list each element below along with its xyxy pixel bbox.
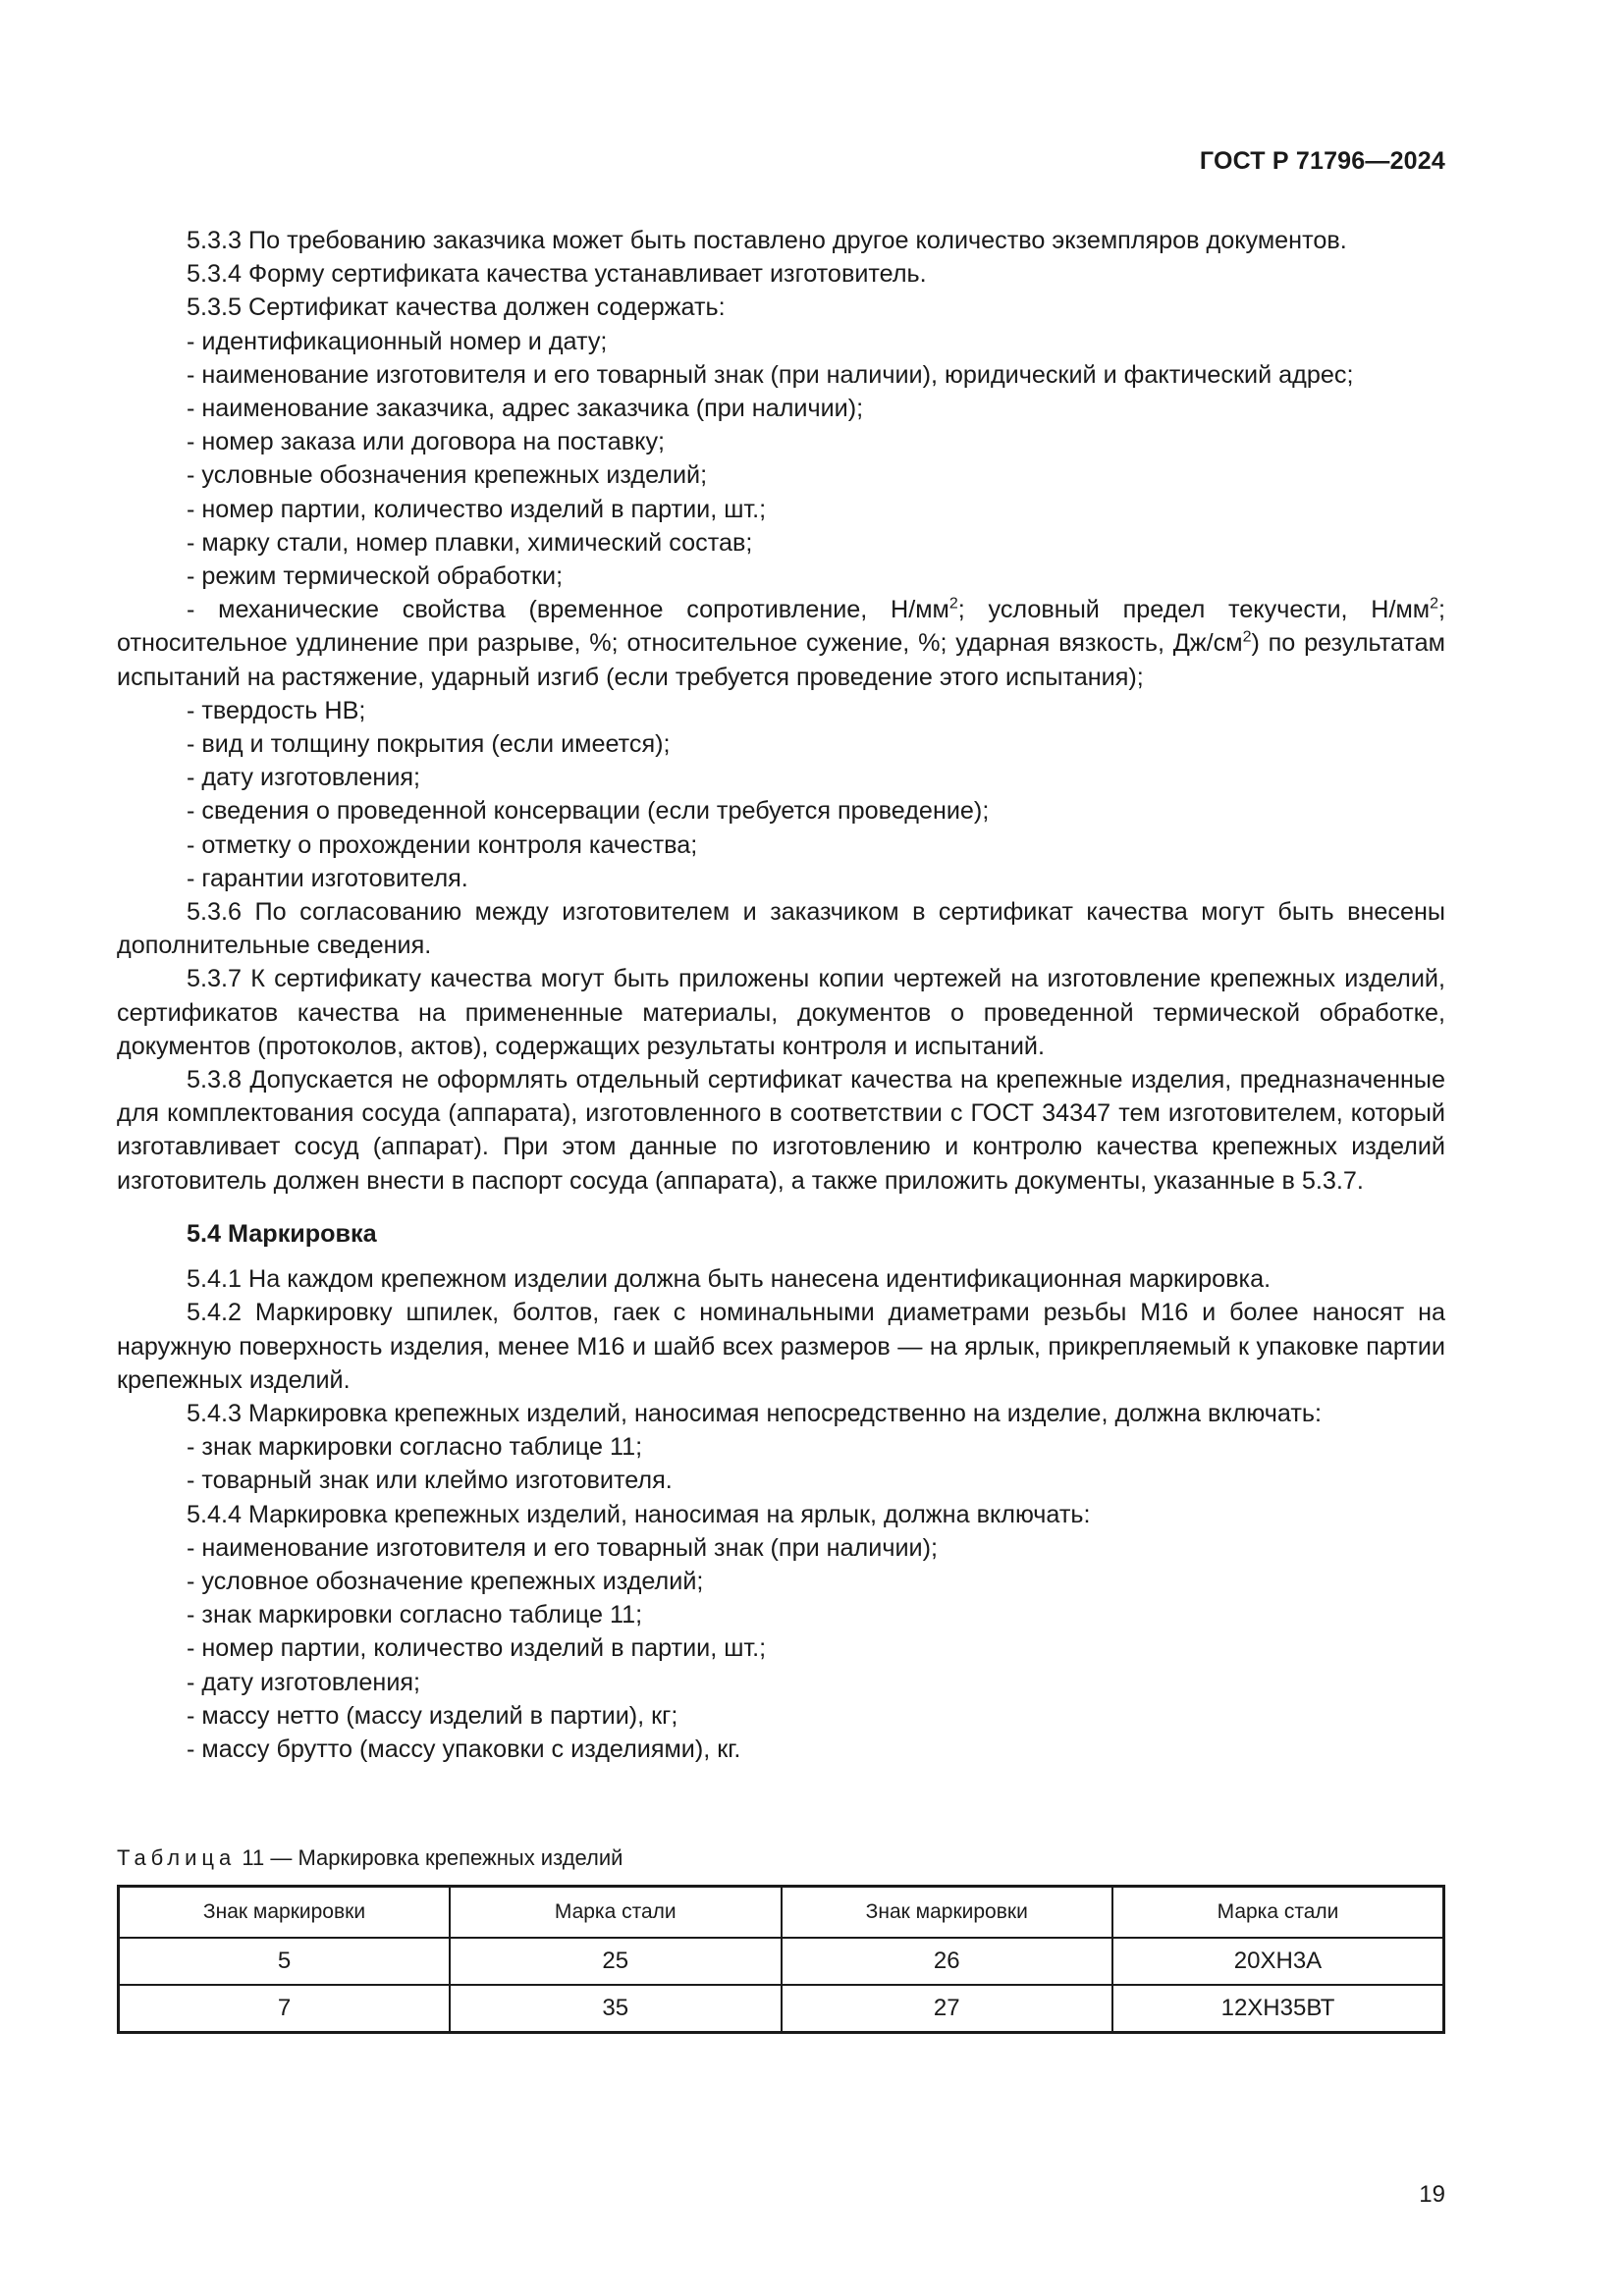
table-cell: 35: [450, 1985, 782, 2033]
list-item: - сведения о проведенной консервации (если требуется проведение);: [117, 794, 1445, 828]
clause-5-3-3: 5.3.3 По требованию заказчика может быть поставлено другое количество экземпляров документов.: [187, 227, 1347, 254]
clause-5-3-7: 5.3.7 К сертификату качества могут быть приложены копии чертежей на изготовление крепежных изделий, сертификатов качества на примененные материалы, документов о проведенной термической обработке, документов (протоколов, актов), содержащих результаты контроля и испытаний.: [117, 965, 1445, 1060]
list-item: - знак маркировки согласно таблице 11;: [117, 1430, 1445, 1464]
table-cell: 12ХН35ВТ: [1112, 1985, 1444, 2033]
header-cell: Марка стали: [1112, 1887, 1444, 1939]
list-item: - массу нетто (массу изделий в партии), кг;: [117, 1699, 1445, 1733]
list-item: - номер заказа или договора на поставку;: [117, 425, 1445, 458]
list-item: - знак маркировки согласно таблице 11;: [117, 1598, 1445, 1631]
clause-5-3-4: 5.3.4 Форму сертификата качества устанавливает изготовитель.: [187, 260, 927, 289]
table-cell: 26: [782, 1938, 1113, 1985]
page-number: 19: [1419, 2181, 1445, 2208]
list-item: - режим термической обработки;: [117, 560, 1445, 593]
list-item: - идентификационный номер и дату;: [117, 325, 1445, 358]
header-cell: Знак маркировки: [782, 1887, 1113, 1939]
body-text: [117, 224, 1445, 1766]
clause-5-4-2: 5.4.2 Маркировку шпилек, болтов, гаек с номинальными диаметрами резьбы М16 и более наносят на наружную поверхность изделия, менее М16 и шайб всех размеров — на ярлык, прикрепляемый к упаковке партии крепежных изделий.: [117, 1299, 1445, 1394]
header-cell: Марка стали: [450, 1887, 782, 1939]
clause-5-4-1: 5.4.1 На каждом крепежном изделии должна быть нанесена идентификационная маркировка.: [187, 1265, 1272, 1294]
document-designation: ГОСТ Р 71796—2024: [1199, 147, 1445, 175]
list-item: - наименование изготовителя и его товарный знак (при наличии);: [117, 1531, 1445, 1565]
list-item: - дату изготовления;: [117, 1666, 1445, 1699]
list-item-mechanical-properties: - механические свойства (временное сопротивление, $Н/мм^2$; условный предел текучести, $Н/мм^2$; относительное удлинение при разрыве, %; относительное сужение, %; ударная вязкость, $Дж/см^2$) по результатам испытаний на растяжение, ударный изгиб (если требуется проведение этого испытания);: [117, 593, 1445, 694]
table-row: [119, 1985, 1444, 2033]
table-cell: 20ХН3А: [1112, 1938, 1444, 1985]
table-caption: Таблица 11 — Маркировка крепежных изделий: [117, 1845, 623, 1870]
clause-5-4-3: 5.4.3 Маркировка крепежных изделий, наносимая непосредственно на изделие, должна включать:: [187, 1399, 1323, 1427]
table-cell: 5: [119, 1938, 451, 1985]
list-item: - марку стали, номер плавки, химический состав;: [117, 526, 1445, 560]
list-item: - дату изготовления;: [117, 761, 1445, 794]
list-item: - гарантии изготовителя.: [117, 862, 1445, 895]
marking-table: [117, 1885, 1445, 2034]
section-heading-5-4: 5.4 Маркировка: [187, 1219, 377, 1248]
table-header-row: [119, 1887, 1444, 1939]
table-cell: 27: [782, 1985, 1113, 2033]
list-item: - наименование изготовителя и его товарный знак (при наличии), юридический и фактический адрес;: [117, 358, 1445, 392]
header-cell: Знак маркировки: [119, 1887, 451, 1939]
list-item: - условное обозначение крепежных изделий;: [117, 1565, 1445, 1598]
list-item: - номер партии, количество изделий в партии, шт.;: [117, 1631, 1445, 1665]
list-item: - вид и толщину покрытия (если имеется);: [117, 727, 1445, 761]
table-row: [119, 1938, 1444, 1985]
clause-5-3-6: 5.3.6 По согласованию между изготовителем и заказчиком в сертификат качества могут быть внесены дополнительные сведения.: [117, 898, 1445, 960]
list-item: - наименование заказчика, адрес заказчика (при наличии);: [117, 392, 1445, 425]
list-item: - твердость НВ;: [117, 694, 1445, 727]
list-item: - номер партии, количество изделий в партии, шт.;: [117, 493, 1445, 526]
list-item: - массу брутто (массу упаковки с изделиями), кг.: [117, 1733, 1445, 1766]
list-item: - условные обозначения крепежных изделий;: [117, 458, 1445, 492]
list-item: - отметку о прохождении контроля качества;: [117, 828, 1445, 862]
clause-5-3-5: 5.3.5 Сертификат качества должен содержать:: [187, 294, 726, 322]
clause-5-4-4: 5.4.4 Маркировка крепежных изделий, наносимая на ярлык, должна включать:: [187, 1500, 1091, 1528]
clause-5-3-8: 5.3.8 Допускается не оформлять отдельный сертификат качества на крепежные изделия, предназначенные для комплектования сосуда (аппарата), изготовленного в соответствии с ГОСТ 34347 тем изготовителем, который изготавливает сосуд (аппарат). При этом данные по изготовлению и контролю качества крепежных изделий изготовитель должен внести в паспорт сосуда (аппарата), а также приложить документы, указанные в 5.3.7.: [117, 1066, 1445, 1195]
table-cell: 7: [119, 1985, 451, 2033]
list-item: - товарный знак или клеймо изготовителя.: [117, 1464, 1445, 1497]
table-cell: 25: [450, 1938, 782, 1985]
